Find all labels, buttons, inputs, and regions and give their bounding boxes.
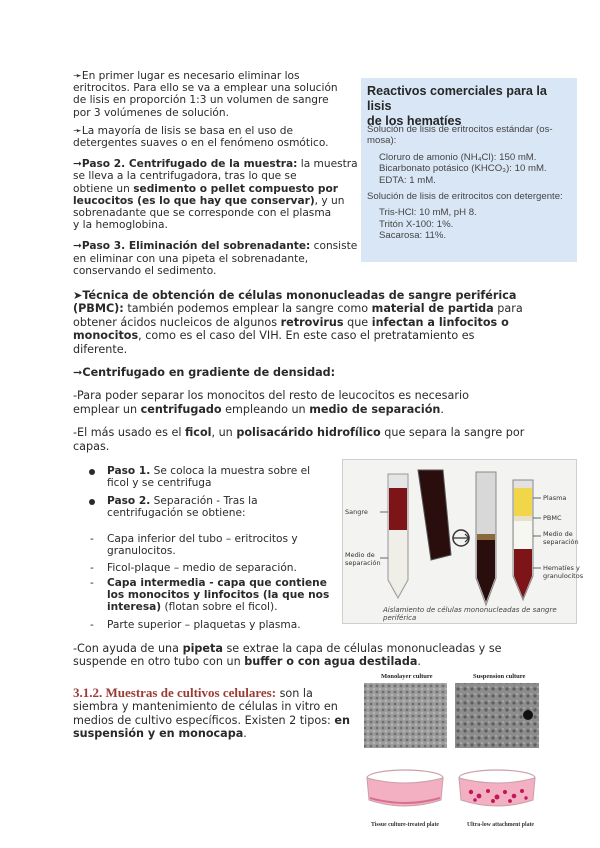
label-suspension: Suspension culture (473, 673, 526, 680)
caption-suspension: Ultra-low attachment plate (467, 822, 534, 828)
cultures-section: 3.1.2. Muestras de cultivos celulares: son la siembra y mantenimiento de células in vitro en medios de cultivo específicos. Existen 2 tipos: en suspensión y en monocapa. (73, 685, 350, 741)
layer-intermediate: Capa intermedia - capa que contiene los monocitos y linfocitos (la que nos interesa) (flotan sobre el ficol). (107, 577, 330, 614)
plasma-layer (514, 488, 532, 516)
layer-top: Parte superior – plaquetas y plasma. (107, 619, 301, 631)
cultures-illustration (357, 672, 547, 840)
label-monolayer: Monolayer culture (381, 673, 433, 680)
label-hematies: Hematíes y granulocitos (543, 564, 584, 580)
monolayer-micrograph (364, 683, 447, 748)
bullet-icon (88, 468, 96, 476)
para-paso2: ➞Paso 2. Centrifugado de la muestra: la muestra se lleva a la centrifugadora, tras lo que se obtiene un sedimento o pellet compuesto por leucocitos (es lo que hay que conservar), y un sobrenadante que se corresponde con el plasma y la hemoglobina. (73, 158, 358, 232)
figure-caption: Aislamiento de células mononucleadas de sangre periférica (383, 606, 557, 622)
label-medio: Medio de separación (345, 551, 381, 567)
para-lysis-1: ➛En primer lugar es necesario eliminar los eritrocitos. Para ello se va a emplear una solución de lisis en proporción 1:3 un volumen de sangre por 3 volúmenes de solución. (73, 70, 338, 119)
bullet-icon (88, 498, 96, 506)
pbmc-section (73, 289, 543, 453)
gradient-para-1: -Para poder separar los monocitos del resto de leucocitos es necesario emplear un centrifugado empleando un medio de separación. (73, 389, 469, 416)
step-2: Paso 2. Separación - Tras la centrifugación se obtiene: (107, 495, 258, 520)
gradient-para-2: -El más usado es el ficol, un polisacárido hidrofílico que separa la sangre por capas. (73, 426, 525, 453)
intro-erythrocytes (73, 70, 361, 277)
density-gradient-figure (342, 459, 584, 624)
section-title: 3.1.2. Muestras de cultivos celulares: (73, 685, 277, 700)
gradient-heading: ➞Centrifugado en gradiente de densidad: (73, 366, 336, 380)
label-plasma: Plasma (543, 494, 567, 502)
step-1: Paso 1. Se coloca la muestra sobre el ficol y se centrifuga (107, 465, 311, 490)
para-lysis-2: ➛La mayoría de lisis se basa en el uso de detergentes suaves o en el fenómeno osmótico. (73, 124, 329, 150)
para-paso3: ➞Paso 3. Eliminación del sobrenadante: consiste en eliminar con una pipeta el sobrenadante, conservando el sedimento. (73, 240, 358, 277)
blood-layer (389, 488, 407, 530)
caption-monolayer: Tissue culture-treated plate (371, 822, 439, 828)
pipette-paragraph: -Con ayuda de una pipeta se extrae la capa de células mononucleadas y se suspende en otro tubo con un buffer o con agua destilada. (73, 642, 502, 669)
tubes-illustration (343, 460, 576, 623)
dash-marker: - (90, 533, 94, 545)
cultures-figure (357, 672, 547, 840)
label-sangre: Sangre (345, 508, 368, 516)
label-pbmc: PBMC (543, 514, 562, 522)
pbmc-paragraph: ➤Técnica de obtención de células mononucleadas de sangre periférica (PBMC): también podemos emplear la sangre como material de partida para obtener ácidos nucleicos de algunos retrovirus que infectan a linfocitos o monocitos, como es el caso del VIH. En este caso el pretratamiento es diferente. (73, 289, 523, 356)
arrow-icon: ➛ (73, 124, 82, 137)
layer-bottom: Capa inferior del tubo – eritrocitos y granulocitos. (107, 533, 298, 558)
reagents-box (361, 78, 577, 262)
dash-marker: - (90, 619, 94, 631)
dash-marker: - (90, 577, 94, 589)
reagents-title: Reactivos comerciales para la lisis de los hematíes (367, 84, 547, 128)
dash-marker: - (90, 562, 94, 574)
layer-ficol: Ficol-plaque – medio de separación. (107, 562, 297, 574)
reagents-list: Solución de lisis de eritrocitos estándar (os- mosa): Cloruro de amonio (NH₄Cl): 150 mM. Bicarbonato potásico (KHCO₃): 10 mM. EDTA: 1 mM. Solución de lisis de eritrocitos con detergente: Tris-HCl: 10 mM, pH 8. Tritón X-100: 1%. Sacarosa: 11%. (367, 124, 563, 242)
label-medio-sep: Medio de separación (543, 530, 579, 546)
arrow-icon: ➛ (73, 70, 82, 82)
